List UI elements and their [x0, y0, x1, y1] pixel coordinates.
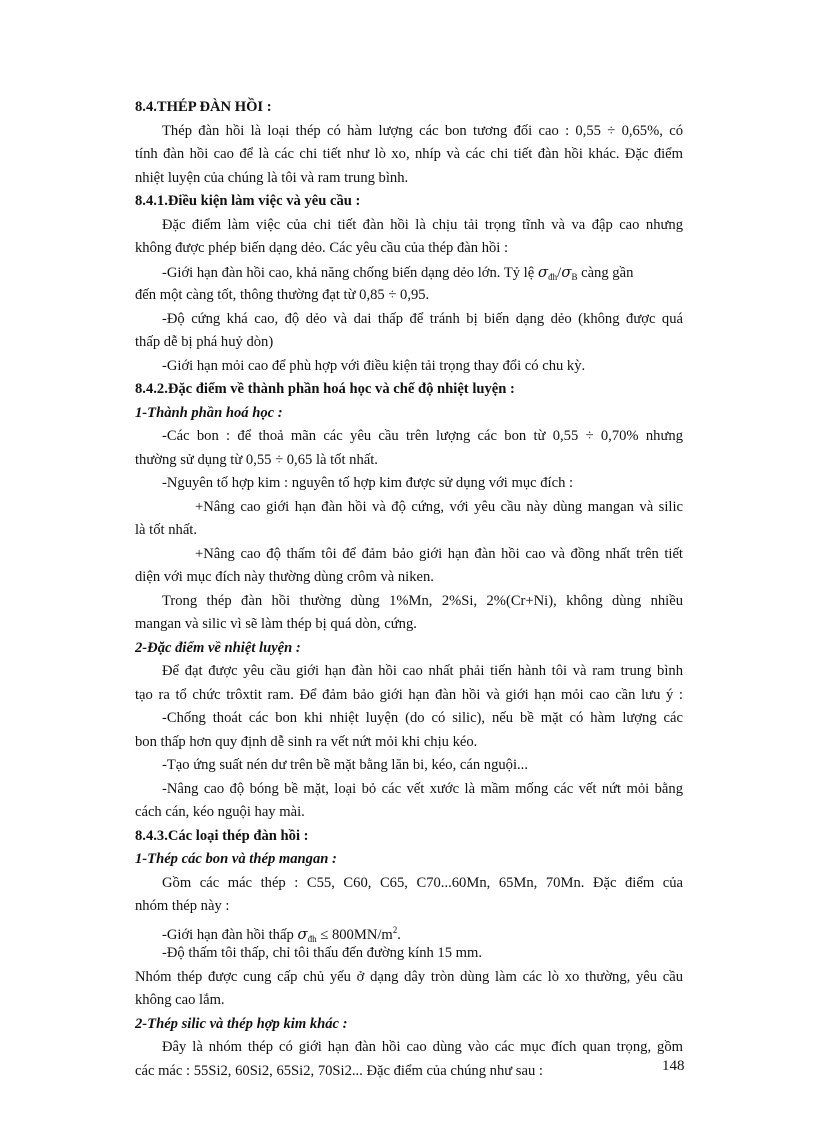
- text-run: ≤ 800MN/m: [316, 926, 393, 943]
- paragraph-line: [135, 919, 683, 943]
- subheading: 1-Thép các bon và thép mangan :: [135, 851, 337, 867]
- subsection-heading: 8.4.1.Điều kiện làm việc và yêu cầu :: [135, 193, 361, 209]
- paragraph-line: -Nâng cao độ bóng bề mặt, loại bỏ các vết xước là mầm mống các vết nứt mỏi bằng: [162, 780, 683, 797]
- paragraph-line: cách cán, kéo nguội hay mài.: [135, 804, 305, 820]
- document-body: [135, 96, 683, 1083]
- paragraph-line: Trong thép đàn hồi thường dùng 1%Mn, 2%Si, 2%(Cr+Ni), không dùng nhiều: [162, 592, 683, 609]
- paragraph-line: +Nâng cao giới hạn đàn hồi và độ cứng, với yêu cầu này dùng mangan và silic: [195, 498, 683, 515]
- paragraph-line: nhiệt luyện của chúng là tôi và ram trung bình.: [135, 169, 409, 186]
- paragraph-line: -Chống thoát các bon khi nhiệt luyện (do có silic), nếu bề mặt có hàm lượng các: [162, 710, 683, 726]
- paragraph-line: -Giới hạn mỏi cao để phù hợp với điều kiện tải trọng thay đổi có chu kỳ.: [162, 357, 586, 374]
- sigma-symbol: σ: [297, 924, 308, 943]
- paragraph-line: là tốt nhất.: [135, 522, 198, 538]
- subsection-heading: 8.4.3.Các loại thép đàn hồi :: [135, 827, 309, 844]
- paragraph-line: Để đạt được yêu cầu giới hạn đàn hồi cao nhất phải tiến hành tôi và ram trung bình: [162, 663, 683, 679]
- page-number: 148: [662, 1058, 685, 1074]
- paragraph-line: -Các bon : để thoả mãn các yêu cầu trên lượng các bon từ 0,55 ÷ 0,70% nhưng: [162, 428, 683, 444]
- text-run: /: [557, 264, 562, 281]
- subheading: 1-Thành phần hoá học :: [135, 404, 283, 421]
- paragraph-line: diện với mục đích này thường dùng crôm và niken.: [135, 569, 434, 585]
- paragraph-line: nhóm thép này :: [135, 898, 230, 914]
- paragraph-line: Gồm các mác thép : C55, C60, C65, C70...60Mn, 65Mn, 70Mn. Đặc điểm của: [162, 874, 683, 891]
- paragraph-line: mangan và silic vì sẽ làm thép bị quá dòn, cứng.: [135, 616, 417, 632]
- paragraph-line: đến một càng tốt, thông thường đạt từ 0,85 ÷ 0,95.: [135, 287, 430, 303]
- sigma-symbol: σ: [561, 262, 572, 281]
- paragraph-line: -Nguyên tố hợp kim : nguyên tố hợp kim được sử dụng với mục đích :: [162, 475, 574, 491]
- paragraph-line: tạo ra tổ chức trôxtit ram. Để đảm bảo giới hạn đàn hồi và giới hạn mỏi cao cần lưu ý :: [135, 686, 683, 703]
- subscript: đh: [307, 933, 317, 944]
- section-heading: 8.4.THÉP ĐÀN HỒI :: [135, 99, 272, 115]
- paragraph-line: Đây là nhóm thép có giới hạn đàn hồi cao dùng vào các mục đích quan trọng, gồm: [162, 1039, 683, 1055]
- paragraph-line: Đặc điểm làm việc của chi tiết đàn hồi là chịu tải trọng tĩnh và va đập cao nhưng: [162, 216, 683, 233]
- subheading: 2-Thép silic và thép hợp kim khác :: [135, 1015, 348, 1032]
- superscript: 2: [392, 924, 398, 935]
- paragraph-line: bon thấp hơn quy định dễ sinh ra vết nứt mỏi khi chịu kéo.: [135, 733, 478, 750]
- paragraph-line: -Độ thấm tôi thấp, chỉ tôi thấu đến đường kính 15 mm.: [162, 945, 483, 961]
- sigma-symbol: σ: [537, 262, 549, 281]
- text-run: -Giới hạn đàn hồi thấp: [162, 926, 298, 943]
- paragraph-line: Nhóm thép được cung cấp chủ yếu ở dạng dây tròn dùng làm các lò xo thường, yêu cầu: [135, 968, 683, 985]
- paragraph-line: thường sử dụng từ 0,55 ÷ 0,65 là tốt nhất.: [135, 451, 378, 468]
- subscript: đh: [548, 271, 558, 282]
- paragraph-line: -Tạo ứng suất nén dư trên bề mặt bằng lăn bi, kéo, cán nguội...: [162, 757, 528, 773]
- paragraph-line: các mác : 55Si2, 60Si2, 65Si2, 70Si2... Đặc điểm của chúng như sau :: [135, 1062, 543, 1079]
- text-run: -Giới hạn đàn hồi cao, khả năng chống biến dạng dẻo lớn. Tỷ lệ: [162, 264, 538, 281]
- paragraph-line: -Độ cứng khá cao, độ dẻo và dai thấp để tránh bị biến dạng dẻo (không được quá: [162, 310, 683, 327]
- paragraph-line: Thép đàn hồi là loại thép có hàm lượng các bon tương đối cao : 0,55 ÷ 0,65%, có: [162, 122, 683, 139]
- paragraph-line: +Nâng cao độ thấm tôi để đảm bảo giới hạn đàn hồi cao và đồng nhất trên tiết: [195, 545, 683, 562]
- subsection-heading: 8.4.2.Đặc điểm về thành phần hoá học và chế độ nhiệt luyện :: [135, 381, 515, 397]
- subheading: 2-Đặc điểm về nhiệt luyện :: [135, 639, 301, 656]
- paragraph-line: tính đàn hồi cao để là các chi tiết như lò xo, nhíp và các chi tiết đàn hồi khác. Đặc điểm: [135, 146, 683, 162]
- subscript: B: [571, 271, 578, 282]
- paragraph-line: không được phép biến dạng dẻo. Các yêu cầu của thép đàn hồi :: [135, 240, 509, 256]
- text-run: .: [397, 926, 401, 943]
- paragraph-line: [135, 261, 683, 285]
- paragraph-line: thấp dễ bị phá huỷ dòn): [135, 334, 274, 350]
- text-run: càng gần: [577, 264, 634, 281]
- paragraph-line: không cao lắm.: [135, 992, 225, 1008]
